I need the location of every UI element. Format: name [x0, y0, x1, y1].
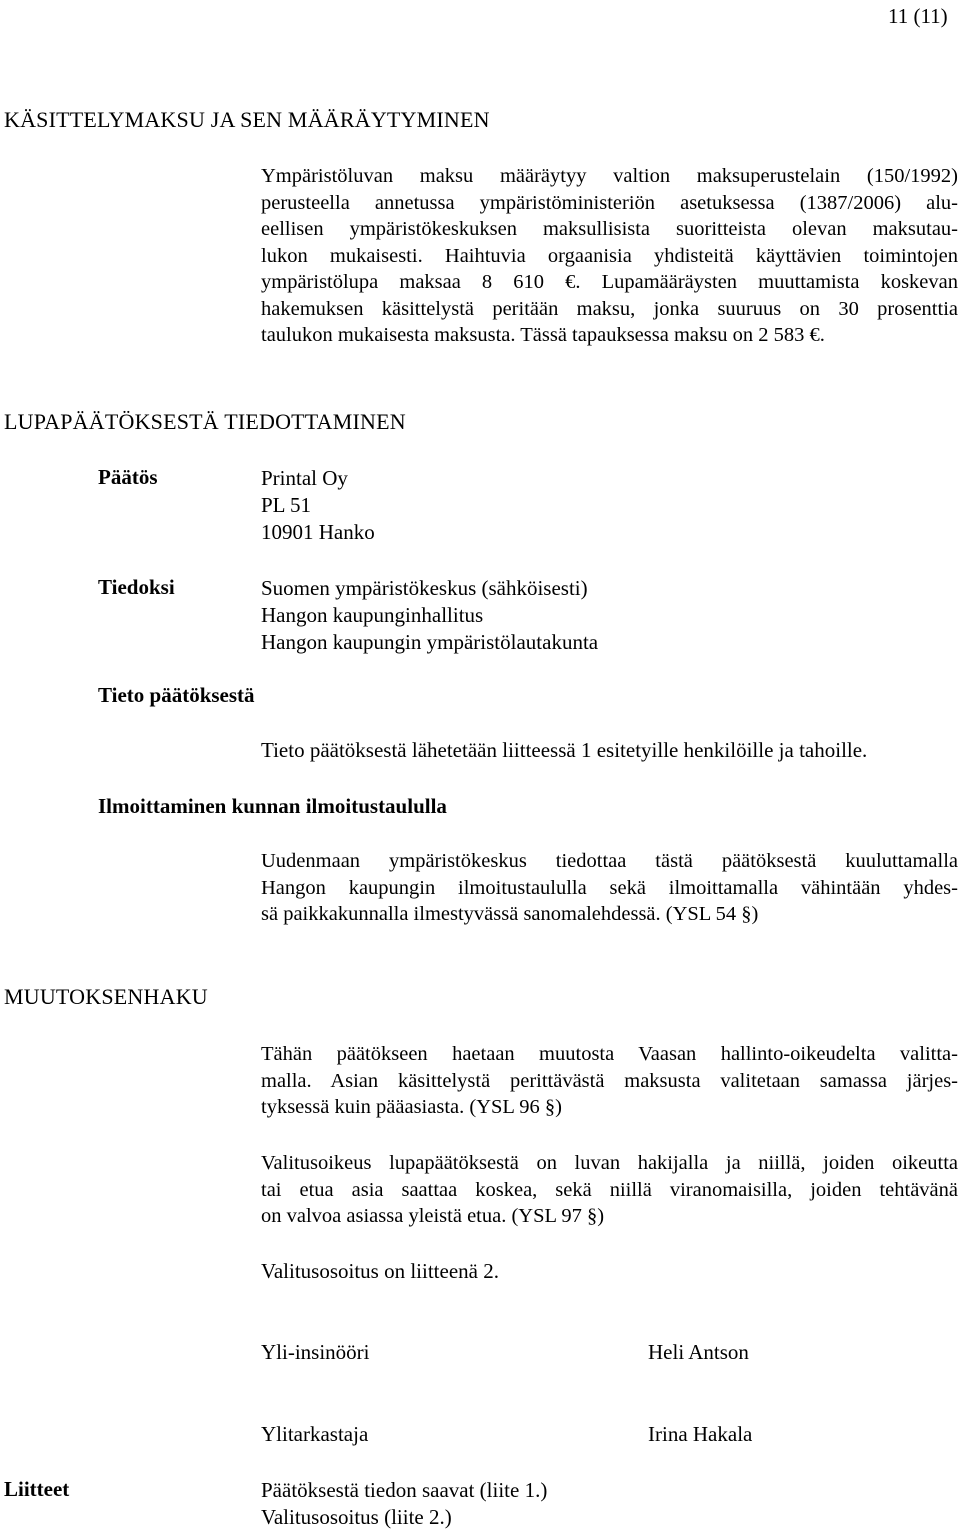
section-heading-notification: LUPAPÄÄTÖKSESTÄ TIEDOTTAMINEN — [4, 409, 406, 434]
recipient-line: Suomen ympäristökeskus (sähköisesti) — [261, 576, 588, 600]
text-line: Valitusoikeus lupapäätöksestä on luvan hakijalla ja niillä, joiden oikeutta — [261, 1152, 958, 1174]
text-line: lukon mukaisesti. Haihtuvia orgaanisia yhdisteitä käyttävien toimintojen — [261, 244, 958, 267]
signature-name-2: Irina Hakala — [648, 1422, 753, 1446]
info-recipients — [261, 575, 598, 656]
text-line: Tähän päätökseen haetaan muutosta Vaasan hallinto-oikeudelta valitta- — [261, 1043, 958, 1065]
text-line: Hangon kaupungin ilmoitustaululla sekä ilmoittamalla vähintään yhdes- — [261, 876, 958, 899]
signature-name-1: Heli Antson — [648, 1340, 749, 1364]
tieto-label: Tieto päätöksestä — [98, 683, 255, 707]
tieto-text: Tieto päätöksestä lähetetään liitteessä 1 esitetyille henkilöille ja tahoille. — [261, 738, 868, 762]
text-line: tai etua asia saattaa koskea, sekä niillä viranomaisilla, joiden tehtävänä — [261, 1178, 958, 1201]
appeal-paragraph-3: Valitusosoitus on liitteenä 2. — [261, 1259, 499, 1283]
text-line: tyksessä kuin pääasiasta. (YSL 96 §) — [261, 1096, 562, 1118]
attachments-label: Liitteet — [4, 1477, 70, 1501]
text-line: on valvoa asiassa yleistä etua. (YSL 97 §) — [261, 1205, 605, 1227]
board-paragraph — [261, 848, 958, 928]
page-number: 11 (11) — [888, 4, 948, 28]
recipient-line: Printal Oy — [261, 466, 348, 490]
text-line: Uudenmaan ympäristökeskus tiedottaa tästä päätöksestä kuuluttamalla — [261, 850, 958, 872]
attachment-item: Päätöksestä tiedon saavat (liite 1.) — [261, 1478, 548, 1502]
text-line: sä paikkakunnalla ilmestyvässä sanomalehdessä. (YSL 54 §) — [261, 903, 759, 925]
signature-title-1: Yli-insinööri — [261, 1340, 370, 1364]
fee-paragraph — [261, 163, 958, 349]
signature-title-2: Ylitarkastaja — [261, 1422, 369, 1446]
recipient-line: Hangon kaupunginhallitus — [261, 603, 484, 627]
text-line: eellisen ympäristökeskuksen maksullisista suoritteista olevan maksutau- — [261, 218, 958, 240]
text-line: malla. Asian käsittelystä perittävästä maksusta valitetaan samassa järjes- — [261, 1069, 958, 1092]
recipient-line: PL 51 — [261, 493, 311, 517]
appeal-paragraph-1 — [261, 1041, 958, 1121]
text-line: perusteella annetussa ympäristöministeriön asetuksessa (1387/2006) alu- — [261, 191, 958, 214]
recipient-line: 10901 Hanko — [261, 520, 375, 544]
attachment-item: Valitusosoitus (liite 2.) — [261, 1505, 452, 1529]
text-line: Ympäristöluvan maksu määräytyy valtion maksuperustelain (150/1992) — [261, 165, 958, 187]
section-heading-appeal: MUUTOKSENHAKU — [4, 984, 208, 1009]
appeal-paragraph-2 — [261, 1150, 958, 1230]
text-line: ympäristölupa maksaa 8 610 €. Lupamääräysten muuttamista koskevan — [261, 271, 958, 293]
attachments-list — [261, 1477, 547, 1531]
text-line: hakemuksen käsittelystä peritään maksu, jonka suuruus on 30 prosenttia — [261, 297, 958, 320]
decision-label: Päätös — [98, 465, 158, 489]
decision-recipient — [261, 465, 375, 546]
info-label: Tiedoksi — [98, 575, 175, 599]
text-line: taulukon mukaisesta maksusta. Tässä tapauksessa maksu on 2 583 €. — [261, 324, 825, 346]
section-heading-fee: KÄSITTELYMAKSU JA SEN MÄÄRÄYTYMINEN — [4, 107, 490, 132]
recipient-line: Hangon kaupungin ympäristölautakunta — [261, 630, 599, 654]
board-label: Ilmoittaminen kunnan ilmoitustaululla — [98, 794, 447, 818]
